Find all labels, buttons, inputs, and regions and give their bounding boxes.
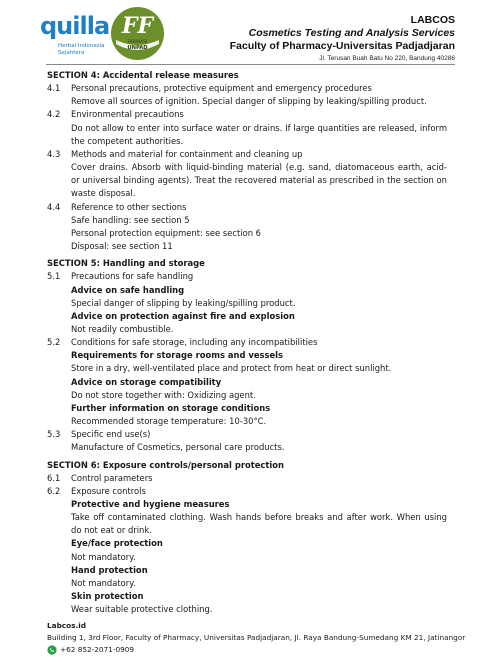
item-number: 5.1	[47, 271, 61, 282]
document-header	[0, 0, 503, 66]
item-text: Do not store together with: Oxidizing agent.	[71, 389, 256, 400]
item-text: Not mandatory.	[71, 551, 136, 562]
item-number: 4.1	[47, 83, 61, 94]
item-heading: Specific end use(s)	[71, 429, 151, 440]
document-body	[47, 69, 447, 616]
section-5-title: SECTION 5: Handling and storage	[47, 258, 205, 269]
quilla-logo	[40, 10, 108, 58]
subheading: Advice on protection against fire and explosion	[71, 310, 295, 321]
subheading: Requirements for storage rooms and vessels	[71, 350, 284, 361]
item-5-1	[47, 270, 447, 336]
item-heading: Personal precautions, protective equipment and emergency procedures	[71, 83, 372, 94]
item-heading: Precautions for safe handling	[71, 271, 194, 282]
item-number: 4.3	[47, 148, 61, 159]
item-text: Not mandatory.	[71, 577, 136, 588]
item-6-1	[47, 472, 447, 485]
quilla-logo-line1: Herbal Indonesia	[58, 43, 105, 49]
subheading: Hand protection	[71, 564, 148, 575]
item-5-2	[47, 336, 447, 428]
item-4-2	[47, 108, 447, 147]
organization-info	[230, 14, 455, 62]
item-5-3	[47, 428, 447, 454]
item-heading: Methods and material for containment and cleaning up	[71, 148, 303, 159]
subheading: Eye/face protection	[71, 538, 163, 549]
item-text: Take off contaminated clothing. Wash hands before breaks and after work. When using do not eat or drink.	[71, 512, 447, 536]
org-address: Jl. Terusan Buah Batu No 220, Bandung 40286	[319, 55, 455, 62]
item-heading: Control parameters	[71, 472, 153, 483]
item-number: 4.2	[47, 109, 61, 120]
footer-brand: Labcos.id	[47, 621, 86, 630]
org-name: LABCOS	[410, 14, 455, 26]
subheading: Advice on safe handling	[71, 284, 185, 295]
item-text: Remove all sources of ignition. Special danger of slipping by leaking/spilling product.	[71, 96, 427, 107]
org-faculty: Faculty of Pharmacy-Universitas Padjadjaran	[229, 40, 455, 52]
farmasi-unpad-logo	[110, 6, 165, 61]
item-text: Wear suitable protective clothing.	[71, 604, 213, 615]
item-number: 6.2	[47, 485, 61, 496]
footer-address: Building 1, 3rd Floor, Faculty of Pharmacy, Universitas Padjadjaran, Jl. Raya Bandung-Sumedang KM 21, Jatinangor	[47, 633, 466, 642]
footer-phone: +62 852-2071-0909	[60, 645, 135, 654]
subheading: Advice on storage compatibility	[71, 376, 222, 387]
org-service: Cosmetics Testing and Analysis Services	[248, 27, 455, 39]
section-6-title: SECTION 6: Exposure controls/personal protection	[47, 459, 284, 470]
header-divider	[46, 64, 455, 65]
item-heading: Exposure controls	[71, 485, 146, 496]
item-heading: Conditions for safe storage, including any incompatibilities	[71, 337, 318, 348]
item-text: Special danger of slipping by leaking/spilling product.	[71, 297, 296, 308]
item-text: Not readily combustible.	[71, 323, 174, 334]
subheading: Skin protection	[71, 591, 144, 602]
item-text: Personal protection equipment: see section 6	[71, 227, 261, 238]
item-4-3	[47, 148, 447, 201]
item-6-2	[47, 485, 447, 617]
farmasi-logo-line2: UNPAD	[127, 45, 148, 51]
item-number: 6.1	[47, 472, 61, 483]
document-footer	[47, 620, 467, 656]
farmasi-logo-letters: FF	[121, 13, 154, 39]
item-number: 5.3	[47, 429, 61, 440]
item-number: 4.4	[47, 201, 61, 212]
item-number: 5.2	[47, 337, 61, 348]
item-heading: Reference to other sections	[71, 201, 187, 212]
item-heading: Environmental precautions	[71, 109, 184, 120]
item-text: Cover drains. Absorb with liquid-binding material (e.g. sand, diatomaceous earth, acid- or universal binding agents). Treat the recovered material as prescribed in the section on waste disposal.	[71, 162, 447, 199]
farmasi-logo-line1: FARMASI	[127, 40, 148, 45]
quilla-logo-word: quilla	[40, 12, 110, 40]
item-4-4	[47, 201, 447, 254]
item-text: Recommended storage temperature: 10-30°C.	[71, 416, 267, 427]
quilla-logo-line2: Sejahtera	[58, 50, 85, 56]
item-text: Do not allow to enter into surface water or drains. If large quantities are released, inform the competent authorities.	[71, 122, 447, 146]
item-text: Store in a dry, well-ventilated place and protect from heat or direct sunlight.	[71, 363, 392, 374]
item-text: Safe handling: see section 5	[71, 214, 190, 225]
footer-phone-row	[47, 644, 467, 656]
section-4-title: SECTION 4: Accidental release measures	[47, 70, 239, 80]
subheading: Further information on storage conditions	[71, 402, 271, 413]
whatsapp-icon	[47, 645, 57, 655]
item-4-1	[47, 82, 447, 108]
item-text: Disposal: see section 11	[71, 241, 173, 252]
subheading: Protective and hygiene measures	[71, 499, 230, 509]
item-text: Manufacture of Cosmetics, personal care products.	[71, 442, 285, 453]
